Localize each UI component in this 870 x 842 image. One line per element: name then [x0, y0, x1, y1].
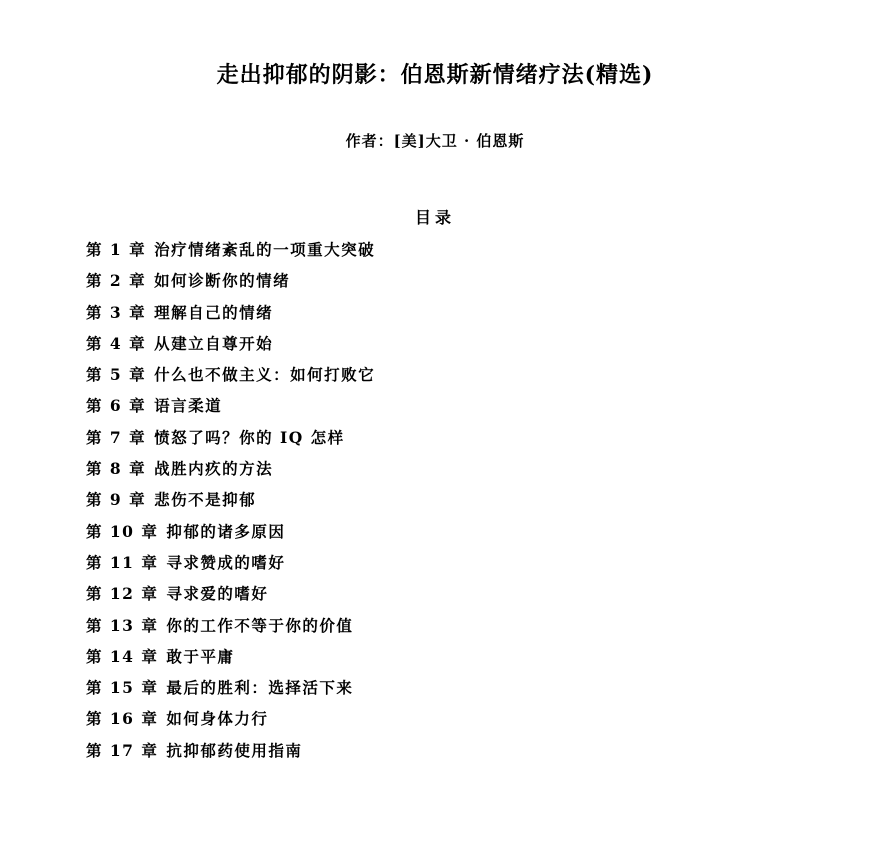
toc-chapter-number: 第 11 章 [86, 552, 159, 572]
toc-chapter-title: 寻求爱的嗜好 [166, 584, 269, 604]
toc-chapter-title: 从建立自尊开始 [154, 333, 274, 353]
document-title: 走出抑郁的阴影：伯恩斯新情绪疗法(精选) [216, 62, 654, 88]
table-of-contents [86, 238, 375, 770]
toc-chapter-number: 第 2 章 [86, 271, 147, 291]
toc-chapter-title: 你的工作不等于你的价值 [166, 615, 354, 635]
toc-item [86, 301, 375, 332]
toc-item [86, 269, 375, 300]
toc-item [86, 488, 375, 519]
toc-chapter-title: 最后的胜利：选择活下来 [166, 678, 354, 698]
toc-item [86, 332, 375, 363]
toc-item [86, 520, 375, 551]
toc-chapter-title: 如何诊断你的情绪 [154, 271, 291, 291]
toc-chapter-number: 第 6 章 [86, 396, 147, 416]
toc-chapter-number: 第 10 章 [86, 521, 159, 541]
toc-chapter-number: 第 15 章 [86, 678, 159, 698]
toc-chapter-title: 敢于平庸 [166, 646, 235, 666]
toc-item [86, 645, 375, 676]
toc-chapter-number: 第 3 章 [86, 302, 147, 322]
toc-chapter-title: 愤怒了吗？你的 IQ 怎样 [154, 427, 345, 447]
toc-chapter-number: 第 1 章 [86, 240, 147, 259]
toc-chapter-number: 第 14 章 [86, 646, 159, 666]
toc-item [86, 394, 375, 425]
toc-chapter-title: 语言柔道 [154, 396, 223, 416]
toc-chapter-number: 第 12 章 [86, 584, 159, 604]
toc-item [86, 707, 375, 738]
toc-chapter-title: 什么也不做主义：如何打败它 [154, 365, 376, 385]
document-author: 作者：[美]大卫 · 伯恩斯 [345, 132, 525, 150]
toc-chapter-number: 第 4 章 [86, 333, 147, 353]
toc-item [86, 426, 375, 457]
toc-item [86, 363, 375, 394]
toc-item [86, 457, 375, 488]
toc-chapter-title: 悲伤不是抑郁 [154, 490, 257, 510]
toc-chapter-title: 抗抑郁药使用指南 [166, 740, 303, 760]
toc-chapter-number: 第 5 章 [86, 365, 147, 385]
toc-chapter-title: 如何身体力行 [166, 709, 269, 729]
toc-chapter-number: 第 16 章 [86, 709, 159, 729]
toc-chapter-title: 寻求赞成的嗜好 [166, 552, 286, 572]
toc-item [86, 582, 375, 613]
toc-item [86, 739, 375, 770]
toc-chapter-number: 第 17 章 [86, 740, 159, 760]
toc-chapter-title: 战胜内疚的方法 [154, 459, 274, 479]
toc-chapter-number: 第 13 章 [86, 615, 159, 635]
toc-item [86, 614, 375, 645]
toc-item [86, 551, 375, 582]
toc-chapter-title: 理解自己的情绪 [154, 302, 274, 322]
toc-item [86, 238, 375, 269]
toc-chapter-title: 抑郁的诸多原因 [166, 521, 286, 541]
toc-chapter-title: 治疗情绪紊乱的一项重大突破 [154, 240, 376, 259]
toc-chapter-number: 第 7 章 [86, 427, 147, 447]
toc-item [86, 676, 375, 707]
toc-chapter-number: 第 9 章 [86, 490, 147, 510]
toc-chapter-number: 第 8 章 [86, 459, 147, 479]
toc-heading: 目录 [414, 208, 455, 227]
